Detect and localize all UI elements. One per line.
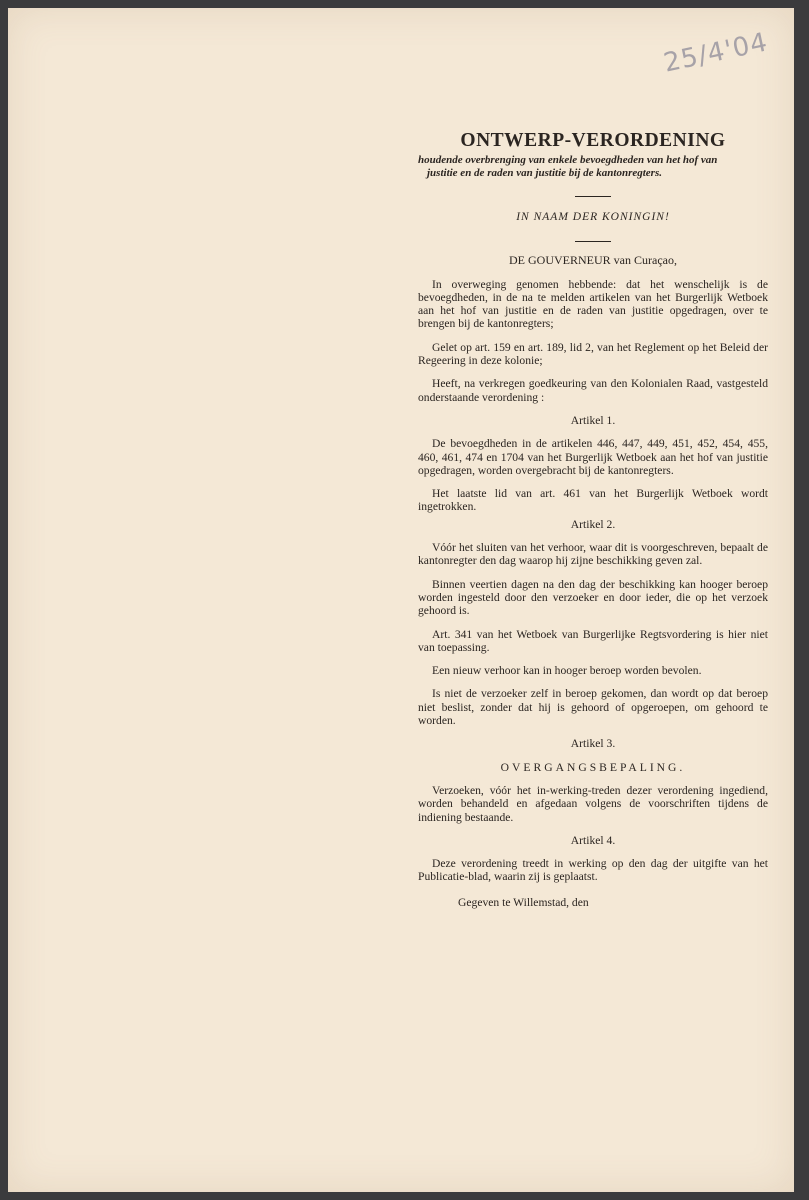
article-heading: Artikel 2. [570, 517, 616, 531]
preamble-paragraph: In overweging genomen hebbende: dat het wenschelijk is de bevoegdheden, in de na te melden artikelen van het Burgerlijk Wetboek aan het hof van justitie en de raden van justitie opgedragen, over te brengen bij de kantonregters; [418, 277, 768, 331]
article-paragraph: Deze verordening treedt in werking op den dag der uitgifte van het Publicatie-blad, waarin zij is geplaatst. [418, 857, 768, 884]
article-paragraph: Art. 341 van het Wetboek van Burgerlijke Regtsvordering is hier niet van toepassing. [418, 627, 768, 654]
article-subheading: OVERGANGSBEPALING. [500, 760, 686, 774]
article-paragraph: De bevoegdheden in de artikelen 446, 447, 449, 451, 452, 454, 455, 460, 461, 474 en 1704 van het Burgerlijk Wetboek aan het hof van justitie opgedragen, worden overgebracht bij de kantonregters. [418, 437, 768, 477]
governor-line: DE GOUVERNEUR van Curaçao, [509, 253, 677, 268]
handwritten-date-annotation: 25/4'04 [661, 27, 771, 79]
article-paragraph: Het laatste lid van art. 461 van het Burgerlijk Wetboek wordt ingetrokken. [418, 487, 768, 514]
article-heading: Artikel 4. [570, 833, 616, 847]
document-subtitle [418, 154, 768, 180]
document-page [8, 8, 794, 1192]
preamble-paragraph: Gelet op art. 159 en art. 189, lid 2, van het Reglement op het Beleid der Regeering in deze kolonie; [418, 340, 768, 368]
article-paragraph: Vóór het sluiten van het verhoor, waar dit is voorgeschreven, bepaalt de kantonregter den dag waarop hij zijne beschikking geven zal. [418, 541, 768, 568]
article-heading: Artikel 1. [570, 413, 616, 427]
article-heading: Artikel 3. [570, 737, 616, 751]
document-title: ONTWERP-VERORDENING [460, 130, 726, 151]
divider-rule [575, 241, 611, 242]
article-paragraph: Een nieuw verhoor kan in hooger beroep worden bevolen. [432, 664, 702, 678]
subtitle-line: justitie en de raden van justitie bij de kantonregters. [427, 167, 662, 179]
divider-rule [575, 196, 611, 197]
subtitle-line: houdende overbrenging van enkele bevoegdheden van het hof van [418, 154, 718, 166]
invocation: IN NAAM DER KONINGIN! [516, 211, 670, 223]
article-paragraph: Verzoeken, vóór het in-werking-treden dezer verordening ingediend, worden behandeld en afgedaan volgens de voorschriften tijdens de indiening bestaande. [418, 783, 768, 824]
article-paragraph: Is niet de verzoeker zelf in beroep gekomen, dan wordt op dat beroep niet beslist, zonder dat hij is gehoord of opgeroepen, om gehoord te worden. [418, 687, 768, 728]
ordinance-text-column [418, 130, 768, 909]
preamble-paragraph: Heeft, na verkregen goedkeuring van den Kolonialen Raad, vastgesteld onderstaande verordening : [418, 377, 768, 404]
closing-line: Gegeven te Willemstad, den [458, 895, 589, 909]
article-paragraph: Binnen veertien dagen na den dag der beschikking kan hooger beroep worden ingesteld door den verzoeker en door ieder, die op het verzoek gehoord is. [418, 577, 768, 618]
